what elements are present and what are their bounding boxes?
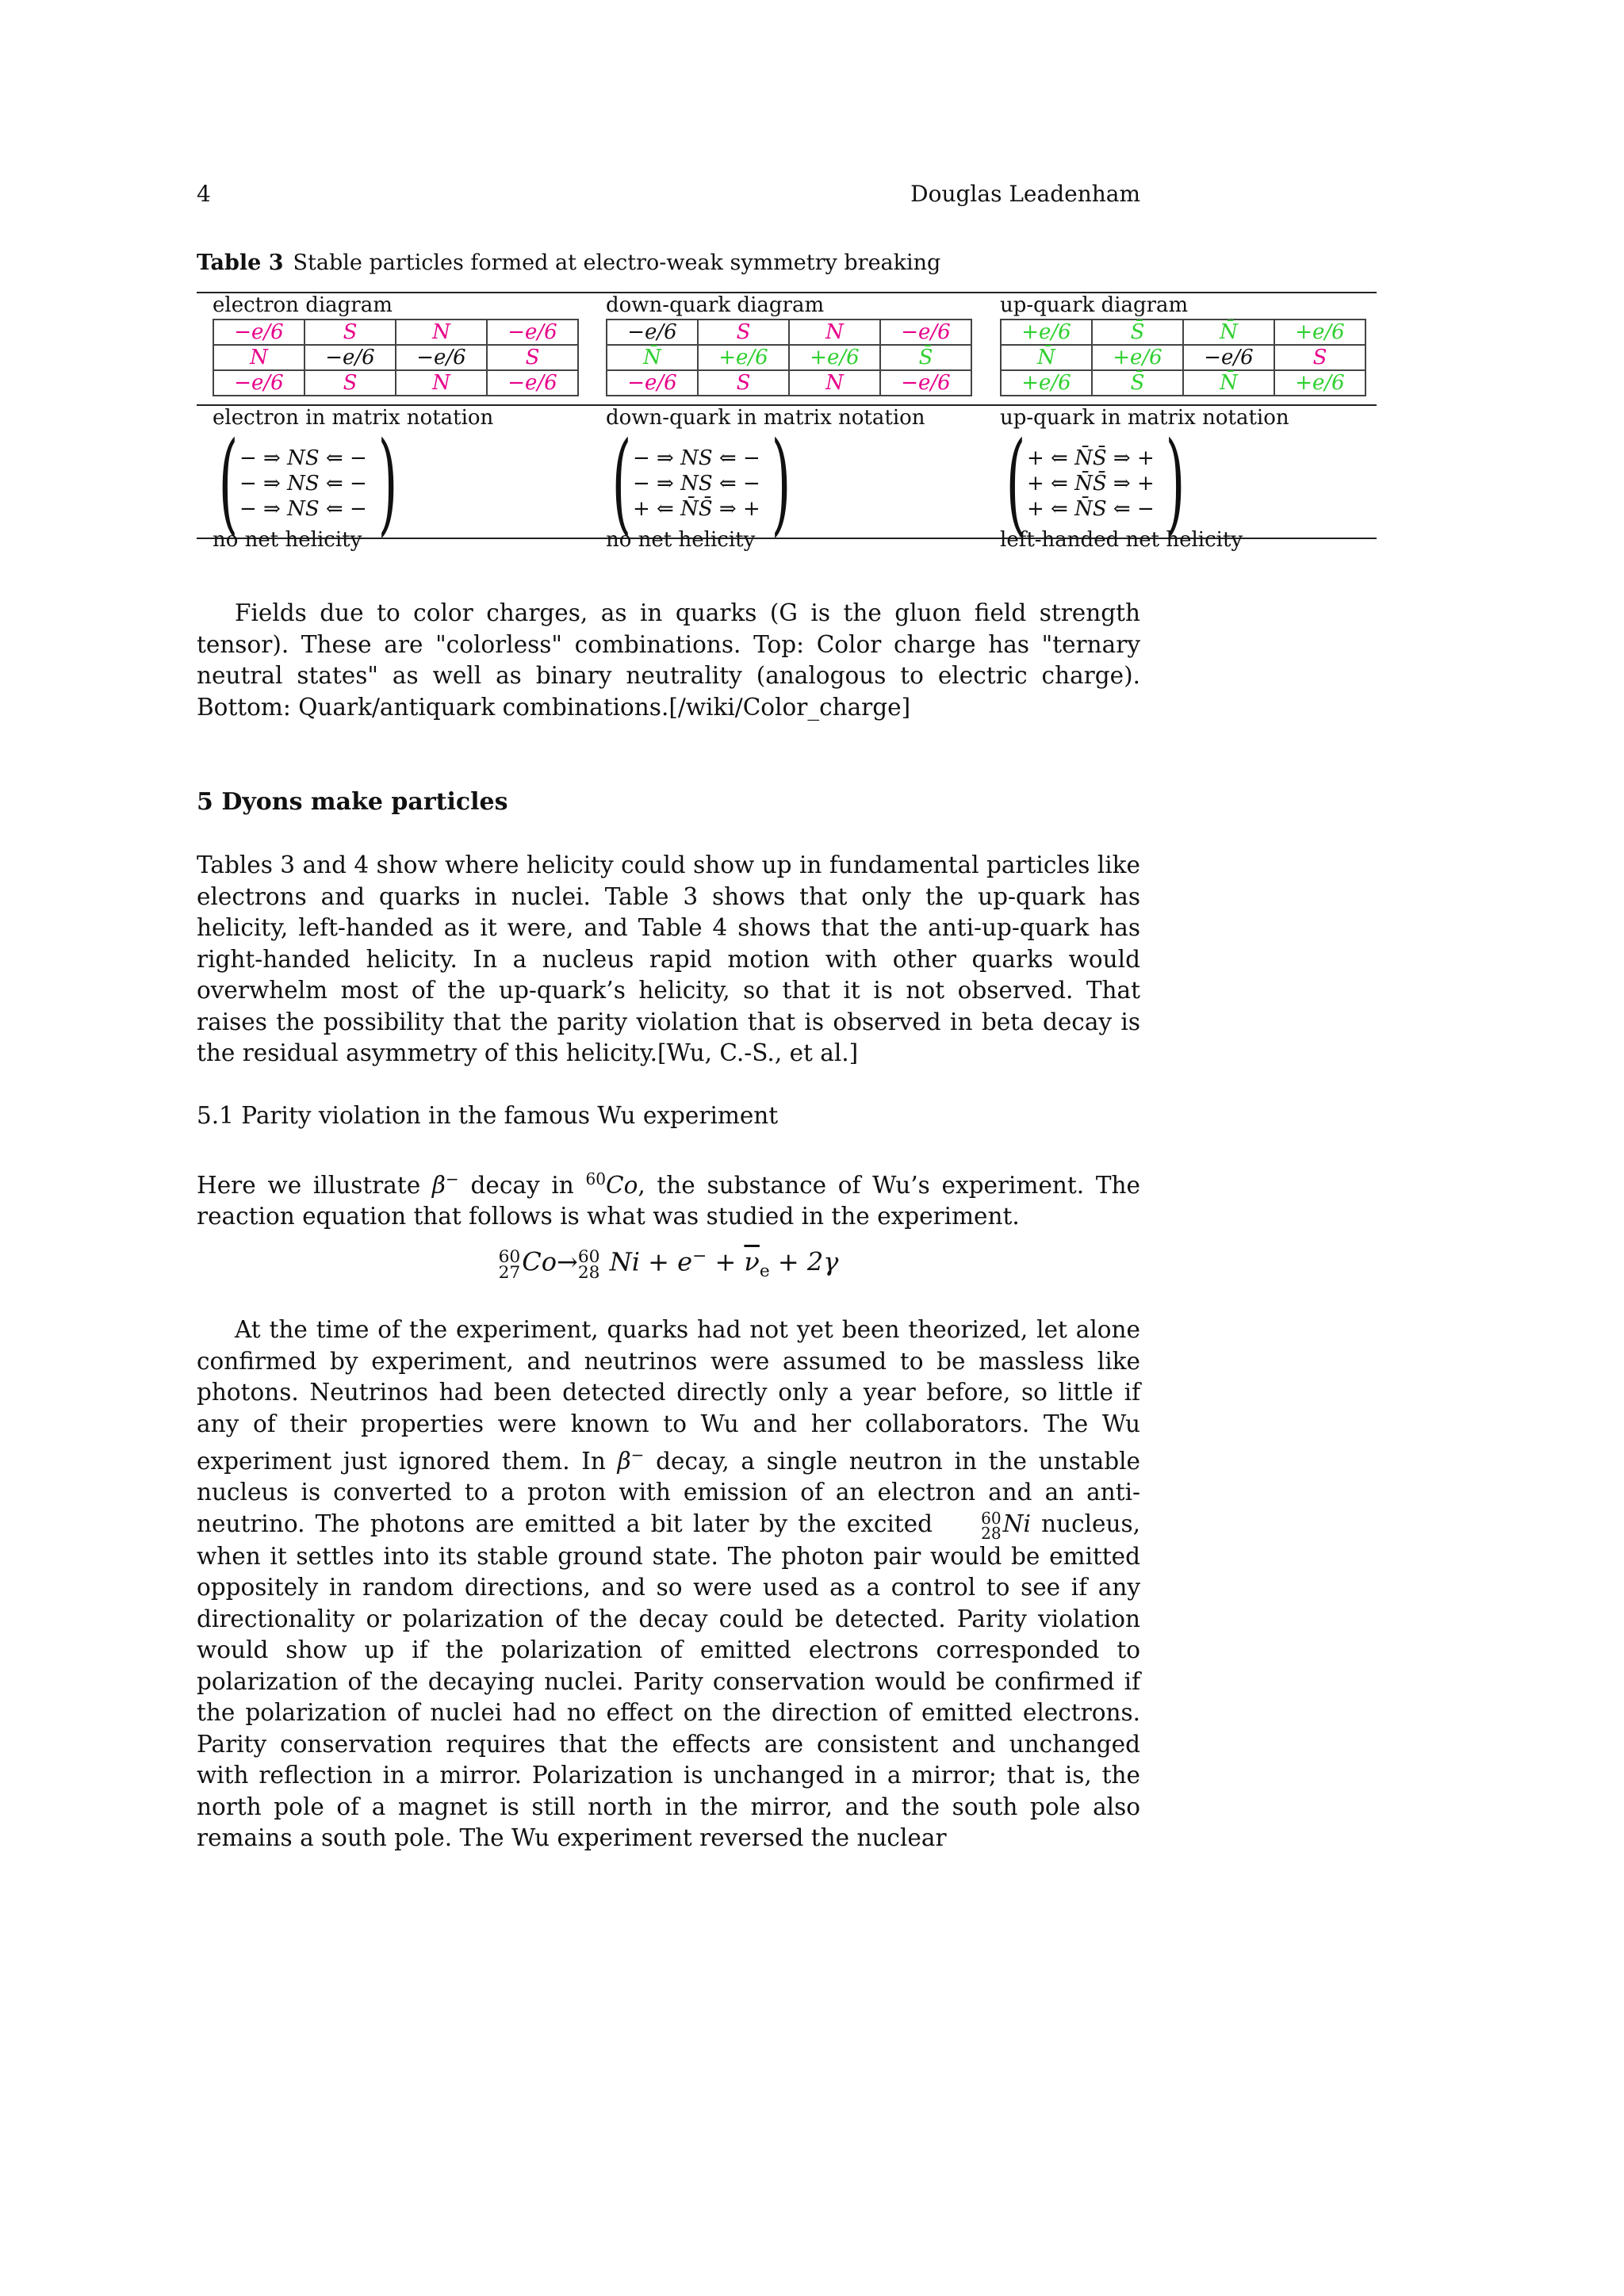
matrix-row: + ⇐ N̄S̄ ⇒ + bbox=[1027, 472, 1155, 496]
matrix-left-paren: ( bbox=[611, 419, 632, 548]
grid-cell: −e/6 bbox=[304, 345, 396, 370]
nickel-mass: 60 bbox=[577, 1246, 600, 1267]
grid-cell: N bbox=[396, 320, 487, 345]
down-quark-diagram-label: down-quark diagram bbox=[606, 293, 825, 317]
matrix-row: + ⇐ N̄S̄ ⇒ + bbox=[1027, 446, 1155, 470]
grid-cell: −e/6 bbox=[607, 320, 698, 345]
decay-equation bbox=[197, 1246, 1140, 1282]
grid-cell: +e/6 bbox=[1001, 320, 1092, 345]
grid-cell: +e/6 bbox=[698, 345, 789, 370]
grid-cell: −e/6 bbox=[487, 320, 578, 345]
grid-cell: S̄ bbox=[1092, 320, 1183, 345]
grid-cell: S̄ bbox=[1092, 370, 1183, 396]
grid-cell: N̄ bbox=[1001, 345, 1092, 370]
section5-paragraph: Tables 3 and 4 show where helicity could show up in fundamental particles like electrons and quarks in nuclei. Table 3 shows that only the up-quark has helicity, left-handed as it were, and Table 4 shows that the anti-up-quark has right-handed helicity. In a nucleus rapid motion with other quarks would overwhelm most of the up-quark’s helicity, so that it is not observed. That raises the possibility that the parity violation that is observed in beta decay is the residual asymmetry of this helicity.[Wu, C.-S., et al.] bbox=[197, 851, 1140, 1066]
down-quark-helicity: no net helicity bbox=[606, 528, 756, 552]
matrix-right-paren: ) bbox=[1165, 419, 1185, 548]
nickel-nuclide-numbers bbox=[577, 1246, 600, 1284]
up-quark-diagram-grid bbox=[1000, 319, 1366, 396]
grid-cell: −e/6 bbox=[487, 370, 578, 396]
grid-cell: N̄ bbox=[1183, 320, 1274, 345]
down-quark-panel bbox=[606, 293, 979, 396]
running-header bbox=[197, 181, 1140, 212]
beta-superscript: − bbox=[445, 1169, 459, 1188]
electron-helicity: no net helicity bbox=[213, 528, 362, 552]
grid-cell: S̄ bbox=[880, 345, 971, 370]
grid-cell: +e/6 bbox=[1274, 320, 1365, 345]
nickel-symbol: Ni bbox=[1002, 1510, 1031, 1537]
grid-cell: −e/6 bbox=[213, 320, 304, 345]
grid-cell: −e/6 bbox=[1183, 345, 1274, 370]
grid-row bbox=[213, 345, 578, 370]
down-quark-diagram-grid bbox=[606, 319, 972, 396]
up-quark-diagram-label: up-quark diagram bbox=[1000, 293, 1189, 317]
matrix-row: − ⇒ NS ⇐ − bbox=[239, 497, 367, 521]
up-quark-matrix-label: up-quark in matrix notation bbox=[1000, 406, 1289, 430]
grid-cell: N̄ bbox=[607, 345, 698, 370]
grid-cell: N bbox=[789, 320, 880, 345]
antineutrino-symbol: $\overline{\nu}$ bbox=[744, 1246, 760, 1277]
electron-panel bbox=[213, 293, 585, 396]
cobalt-mass-number: 60 bbox=[585, 1169, 606, 1188]
running-author: Douglas Leadenham bbox=[910, 181, 1140, 207]
cobalt-symbol: Co bbox=[606, 1171, 638, 1199]
grid-cell: N̄ bbox=[1183, 370, 1274, 396]
beta-superscript: − bbox=[630, 1445, 645, 1464]
grid-cell: S bbox=[304, 370, 396, 396]
up-quark-helicity: left-handed net helicity bbox=[1000, 528, 1243, 552]
grid-cell: S bbox=[698, 320, 789, 345]
wu-experiment-paragraph bbox=[197, 1314, 1140, 1854]
reaction-arrow: → bbox=[557, 1246, 578, 1277]
nickel-nuclide-numbers bbox=[943, 1508, 1002, 1543]
color-charge-paragraph: Fields due to color charges, as in quarks (G is the gluon field strength tensor). These are "colorless" combinations. Top: Color charge has "ternary neutral states" as well as binary neutrality (analogous to electric charge). Bottom: Quark/antiquark combinations.[/wiki/Color_charge] bbox=[197, 599, 1140, 721]
gamma-term: + 2γ bbox=[769, 1246, 839, 1277]
matrix-left-paren: ( bbox=[218, 419, 239, 548]
matrix-right-paren: ) bbox=[377, 419, 398, 548]
cobalt-nuclide-numbers bbox=[498, 1246, 521, 1284]
cobalt-atomic-number: 27 bbox=[498, 1263, 521, 1284]
table-caption bbox=[197, 251, 940, 275]
nickel-atomic-number: 28 bbox=[577, 1263, 600, 1284]
matrix-row: − ⇒ NS ⇐ − bbox=[239, 472, 367, 496]
grid-cell: N bbox=[789, 370, 880, 396]
grid-cell: −e/6 bbox=[880, 320, 971, 345]
matrix-row: − ⇒ NS ⇐ − bbox=[239, 446, 367, 470]
grid-row bbox=[607, 320, 971, 345]
down-quark-matrix-panel bbox=[606, 406, 979, 552]
electron-term: + e bbox=[639, 1246, 693, 1277]
grid-row bbox=[607, 345, 971, 370]
electron-diagram-grid bbox=[213, 319, 579, 396]
grid-cell: −e/6 bbox=[213, 370, 304, 396]
text-run: Here we illustrate bbox=[197, 1171, 432, 1199]
electron-charge: − bbox=[692, 1246, 707, 1266]
beta-symbol: β bbox=[617, 1447, 631, 1475]
grid-cell: −e/6 bbox=[607, 370, 698, 396]
grid-cell: +e/6 bbox=[1092, 345, 1183, 370]
grid-cell: S bbox=[698, 370, 789, 396]
grid-cell: −e/6 bbox=[880, 370, 971, 396]
grid-cell: S bbox=[487, 345, 578, 370]
electron-matrix-label: electron in matrix notation bbox=[213, 406, 494, 430]
text-run: , the substance of Wu’s experiment. The reaction equation that follows is what was studied in the experiment. bbox=[197, 1171, 1140, 1230]
matrix-row: + ⇐ N̄S ⇐ − bbox=[1027, 497, 1155, 521]
electron-matrix-panel bbox=[213, 406, 585, 552]
cobalt-mass: 60 bbox=[498, 1246, 521, 1267]
page-number: 4 bbox=[197, 181, 211, 207]
text-run: nucleus, when it settles into its stable ground state. The photon pair would be emitted oppositely in random directions, and so were used as a control to see if any directionality or polarization of the decay could be detected. Parity violation would show up if the polarization of emitted electrons corresponded to polarization of the decaying nuclei. Parity conservation would be confirmed if the polarization of nuclei had no effect on the direction of emitted electrons. Parity conservation requires that the effects are consistent and unchanged with reflection in a mirror. Polarization is unchanged in a mirror; that is, the north pole of a magnet is still north in the mirror, and the south pole also remains a south pole. The Wu experiment reversed the nuclear bbox=[197, 1510, 1140, 1852]
matrix-row: − ⇒ NS ⇐ − bbox=[633, 472, 760, 496]
matrix-row: − ⇒ NS ⇐ − bbox=[633, 446, 760, 470]
plus-sign: + bbox=[707, 1246, 745, 1277]
grid-row bbox=[1001, 320, 1365, 345]
cobalt-symbol: Co bbox=[522, 1246, 557, 1277]
table-caption-text: Stable particles formed at electro-weak symmetry breaking bbox=[293, 251, 941, 275]
nickel-mass: 60 bbox=[981, 1508, 1002, 1528]
nickel-symbol: Ni bbox=[609, 1246, 640, 1277]
subsection-title: 5.1 Parity violation in the famous Wu experiment bbox=[197, 1102, 779, 1129]
beta-symbol: β bbox=[431, 1171, 446, 1199]
grid-row bbox=[1001, 370, 1365, 396]
grid-cell: N bbox=[396, 370, 487, 396]
nickel-atomic-number: 28 bbox=[981, 1523, 1002, 1543]
matrix-row: + ⇐ N̄S̄ ⇒ + bbox=[633, 497, 760, 521]
section-title: 5 Dyons make particles bbox=[197, 788, 508, 816]
text-run: decay in bbox=[458, 1171, 586, 1199]
up-quark-matrix-panel bbox=[1000, 406, 1373, 552]
grid-row bbox=[213, 320, 578, 345]
grid-row bbox=[1001, 345, 1365, 370]
grid-cell: N bbox=[213, 345, 304, 370]
grid-cell: S bbox=[1274, 345, 1365, 370]
grid-cell: −e/6 bbox=[396, 345, 487, 370]
down-quark-matrix-label: down-quark in matrix notation bbox=[606, 406, 925, 430]
up-quark-panel bbox=[1000, 293, 1373, 396]
grid-cell: S bbox=[304, 320, 396, 345]
matrix-left-paren: ( bbox=[1005, 419, 1026, 548]
grid-row bbox=[213, 370, 578, 396]
grid-row bbox=[607, 370, 971, 396]
electron-diagram-label: electron diagram bbox=[213, 293, 393, 317]
text-run: decay, a single neutron in the unstable nucleus is converted to a proton with emission of an electron and an anti-neutrino. The photons are emitted a bit later by the excited bbox=[197, 1447, 1140, 1537]
table-caption-label: Table 3 bbox=[197, 251, 284, 275]
antineutrino-subscript: e bbox=[759, 1261, 770, 1282]
grid-cell: +e/6 bbox=[1274, 370, 1365, 396]
grid-cell: +e/6 bbox=[1001, 370, 1092, 396]
matrix-right-paren: ) bbox=[771, 419, 791, 548]
text-run: At the time of the experiment, quarks had not yet been theorized, let alone confirmed by experiment, and neutrinos were assumed to be massless like photons. Neutrinos had been detected directly only a year before, so little if any of their properties were known to Wu and her collaborators. The Wu experiment just ignored them. In bbox=[197, 1316, 1140, 1475]
wu-intro-paragraph bbox=[197, 1164, 1140, 1233]
grid-cell: +e/6 bbox=[789, 345, 880, 370]
